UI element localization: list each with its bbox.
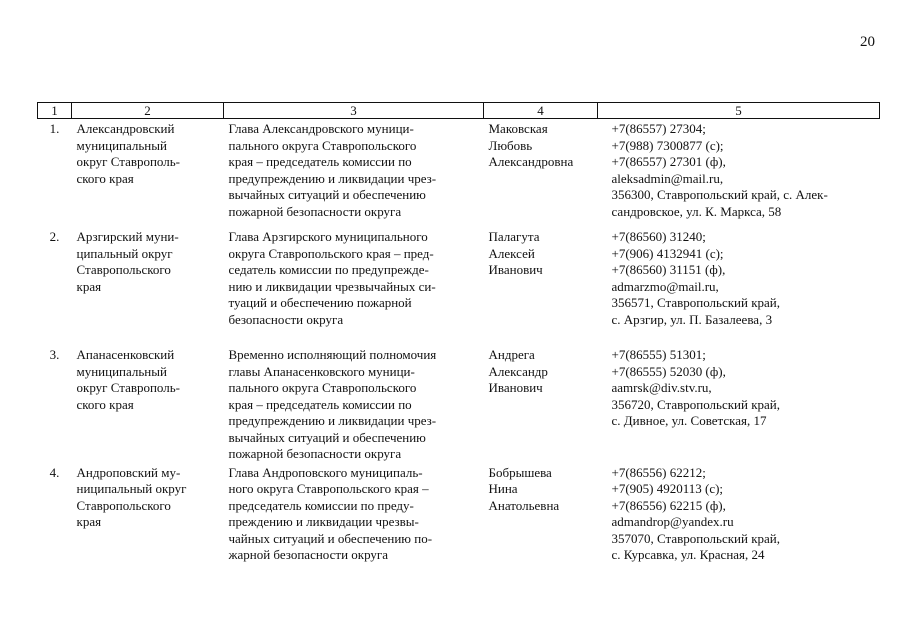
position-cell: Глава Александровского муници- пального округа Ставропольского края – председатель комиссии по предупреждению и ликвидации чрез- вычайных ситуаций и обеспечению пожарной безопасности округа bbox=[228, 121, 437, 219]
page-number: 20 bbox=[860, 34, 875, 50]
position-cell: Глава Андроповского муниципаль- ного округа Ставропольского края – председатель комиссии по преду- преждению и ликвидации чрезвы- чайных ситуаций и обеспечению по- жарной безопасности округа bbox=[228, 464, 433, 562]
column-header-4: 4 bbox=[484, 103, 598, 119]
person-name-cell: Бобрышева Нина Анатольевна bbox=[488, 464, 560, 513]
column-header-1: 1 bbox=[38, 103, 72, 119]
column-header-5: 5 bbox=[598, 103, 880, 119]
table-row bbox=[38, 345, 880, 463]
table-header-row bbox=[38, 103, 880, 119]
contacts-table bbox=[37, 102, 880, 581]
table-row bbox=[38, 119, 880, 228]
column-header-3: 3 bbox=[224, 103, 484, 119]
district-cell: Арзгирский муни- ципальный округ Ставропольского края bbox=[76, 229, 179, 294]
person-name-cell: Палагута Алексей Иванович bbox=[488, 229, 543, 277]
table-row bbox=[38, 463, 880, 581]
district-cell: Апанасенковский муниципальный округ Ставрополь- ского края bbox=[76, 347, 181, 412]
row-number: 3. bbox=[49, 347, 60, 362]
district-cell: Андроповский му- ниципальный округ Ставропольского края bbox=[76, 464, 187, 529]
contacts-cell: +7(86557) 27304; +7(988) 7300877 (с); +7(86557) 27301 (ф), aleksadmin@mail.ru, 356300, Ставропольский край, с. Алек- сандровское, ул. К. Маркса, 58 bbox=[611, 121, 828, 219]
position-cell: Временно исполняющий полномочия главы Апанасенковского муници- пального округа Ставропольского края – председатель комиссии по предупреждению и ликвидации чрез- вычайных ситуаций и обеспечению пожарной безопасности округа bbox=[228, 347, 437, 461]
table-row bbox=[38, 227, 880, 345]
row-number: 2. bbox=[49, 229, 60, 244]
person-name-cell: Андрега Александр Иванович bbox=[488, 347, 548, 395]
row-number: 1. bbox=[49, 121, 60, 136]
contacts-cell: +7(86556) 62212; +7(905) 4920113 (с); +7(86556) 62215 (ф), admandrop@yandex.ru 357070, Ставропольский край, с. Курсавка, ул. Красная, 24 bbox=[611, 464, 780, 562]
column-header-2: 2 bbox=[72, 103, 224, 119]
row-number: 4. bbox=[49, 464, 60, 480]
contacts-table-container bbox=[37, 102, 879, 581]
contacts-cell: +7(86555) 51301; +7(86555) 52030 (ф), aamrsk@div.stv.ru, 356720, Ставропольский край, с. Дивное, ул. Советская, 17 bbox=[611, 347, 780, 428]
contacts-cell: +7(86560) 31240; +7(906) 4132941 (с); +7(86560) 31151 (ф), admarzmo@mail.ru, 356571, Ставропольский край, с. Арзгир, ул. П. Базалеева, 3 bbox=[611, 229, 780, 327]
position-cell: Глава Арзгирского муниципального округа Ставропольского края – пред- седатель комиссии по предупрежде- нию и ликвидации чрезвычайных си- туаций и обеспечению пожарной безопасности округа bbox=[228, 229, 436, 327]
district-cell: Александровский муниципальный округ Ставрополь- ского края bbox=[76, 121, 181, 186]
person-name-cell: Маковская Любовь Александровна bbox=[488, 121, 574, 169]
